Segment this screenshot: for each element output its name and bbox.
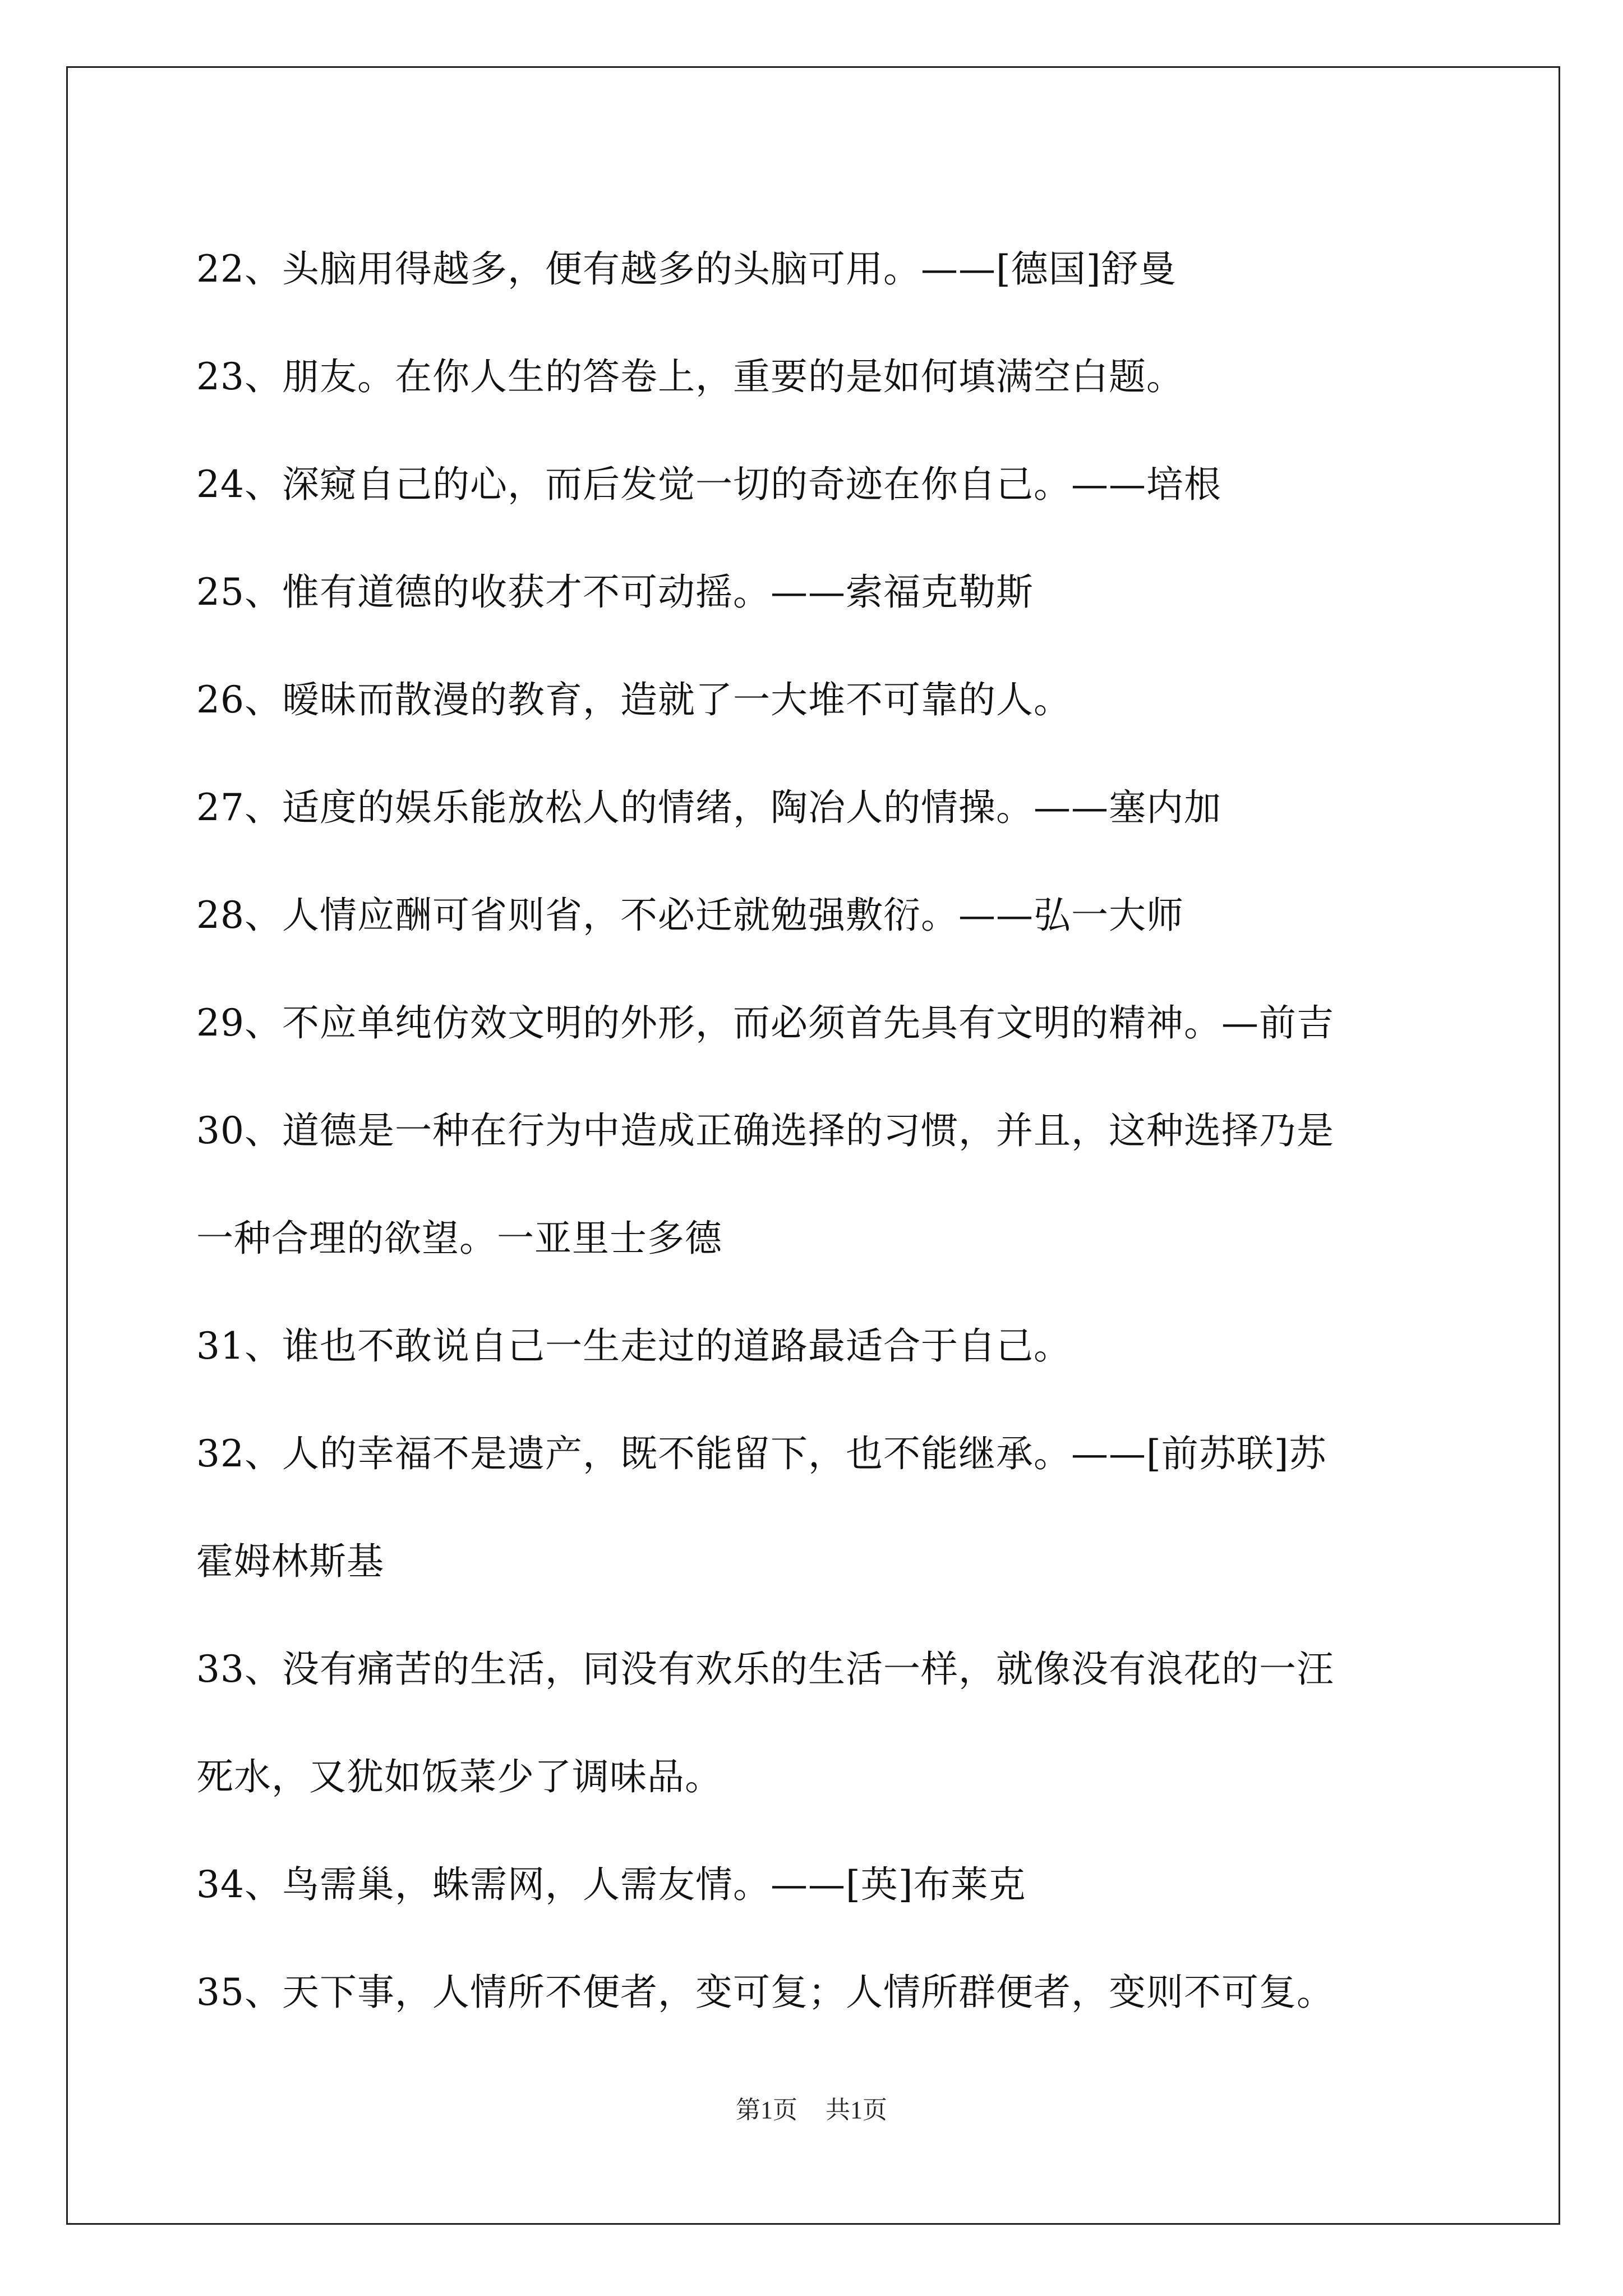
- text-line: 32、人的幸福不是遗产，既不能留下，也不能继承。——[前苏联]苏: [196, 1432, 1327, 1475]
- text-line: 26、暧昧而散漫的教育，造就了一大堆不可靠的人。: [196, 678, 1071, 721]
- text-line: 30、道德是一种在行为中造成正确选择的习惯，并且，这种选择乃是: [196, 1109, 1334, 1152]
- text-line: 死水，又犹如饭菜少了调味品。: [196, 1755, 722, 1798]
- document-body: [196, 215, 1453, 2046]
- text-line: 28、人情应酬可省则省，不必迁就勉强敷衍。——弘一大师: [196, 894, 1184, 937]
- page-footer: [0, 2090, 1623, 2125]
- page-total: 共1页: [826, 2096, 887, 2124]
- text-line: 34、鸟需巢，蛛需网，人需友情。——[英]布莱克: [196, 1863, 1026, 1906]
- text-line: 23、朋友。在你人生的答卷上，重要的是如何填满空白题。: [196, 355, 1184, 398]
- text-line: 一种合理的欲望。一亚里士多德: [196, 1217, 722, 1260]
- text-line: 33、没有痛苦的生活，同没有欢乐的生活一样，就像没有浪花的一汪: [196, 1648, 1334, 1691]
- text-line: 29、不应单纯仿效文明的外形，而必须首先具有文明的精神。—前吉: [196, 1001, 1334, 1045]
- text-line: 35、天下事，人情所不便者，变可复；人情所群便者，变则不可复。: [196, 1971, 1334, 2014]
- text-line: 22、头脑用得越多，便有越多的头脑可用。——[德国]舒曼: [196, 247, 1177, 291]
- text-line: 霍姆林斯基: [196, 1540, 384, 1583]
- page-number: 第1页: [736, 2096, 797, 2124]
- text-line: 25、惟有道德的收获才不可动摇。——索福克勒斯: [196, 570, 1034, 614]
- text-line: 24、深窥自己的心，而后发觉一切的奇迹在你自己。——培根: [196, 463, 1221, 506]
- text-line: 27、适度的娱乐能放松人的情绪，陶冶人的情操。——塞内加: [196, 786, 1221, 829]
- text-line: 31、谁也不敢说自己一生走过的道路最适合于自己。: [196, 1324, 1071, 1368]
